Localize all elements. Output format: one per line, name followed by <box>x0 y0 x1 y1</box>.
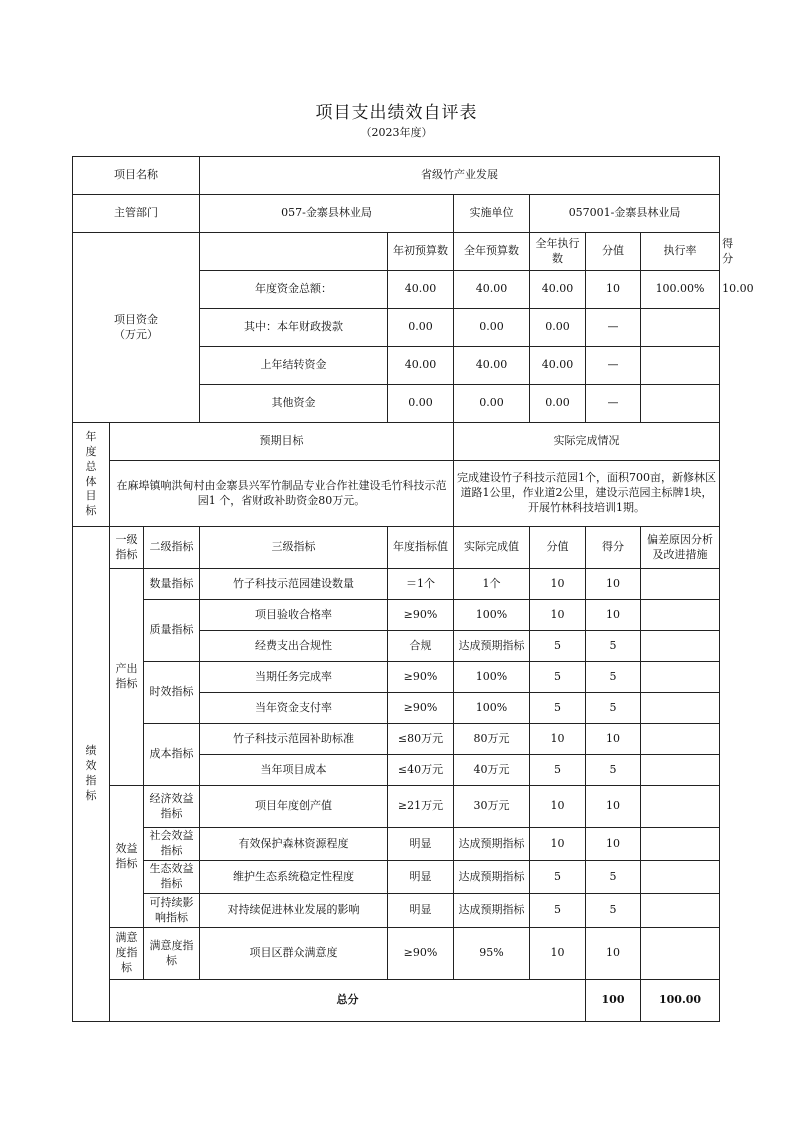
funds-row-label: 年度资金总额： <box>200 271 388 309</box>
funds-header: 全年执行数 <box>530 233 586 271</box>
total-label: 总分 <box>110 980 586 1022</box>
indicator-reason <box>641 894 720 928</box>
funds-cell: — <box>586 309 641 347</box>
indicator-actual: 100% <box>454 693 530 724</box>
expected-goal-text: 在麻埠镇响洪甸村由金寨县兴军竹制品专业合作社建设毛竹科技示范园1 个，省财政补助资金80万元。 <box>110 461 454 527</box>
indicator-name: 经费支出合规性 <box>200 631 388 662</box>
indicator-target: ≥90% <box>388 928 454 980</box>
indicator-name: 有效保护森林资源程度 <box>200 828 388 861</box>
indicator-value: 10 <box>530 569 586 600</box>
indicator-header: 分值 <box>530 527 586 569</box>
indicator-score: 5 <box>586 894 641 928</box>
indicator-reason <box>641 755 720 786</box>
funds-cell: 40.00 <box>454 347 530 385</box>
indicator-actual: 100% <box>454 662 530 693</box>
indicator-actual: 95% <box>454 928 530 980</box>
indicator-actual: 30万元 <box>454 786 530 828</box>
unit-label: 实施单位 <box>454 195 530 233</box>
indicator-header: 得分 <box>586 527 641 569</box>
group-benefit: 效益 指标 <box>110 786 144 928</box>
funds-cell: 0.00 <box>454 309 530 347</box>
self-evaluation-table <box>72 156 754 1022</box>
indicator-actual: 达成预期指标 <box>454 631 530 662</box>
dept-value: 057-金寨县林业局 <box>200 195 454 233</box>
funds-cell: 40.00 <box>388 347 454 385</box>
indicator-value: 10 <box>530 928 586 980</box>
indicator-value: 5 <box>530 861 586 894</box>
funds-cell: 0.00 <box>530 309 586 347</box>
subgroup-sustainable: 可持续影 响指标 <box>144 894 200 928</box>
indicator-target: ≥90% <box>388 662 454 693</box>
indicator-target: ≥90% <box>388 600 454 631</box>
indicator-name: 项目年度创产值 <box>200 786 388 828</box>
funds-header-row: 项目资金 （万元） 年初预算数 全年预算数 全年执行数 分值 执行率 得分 <box>73 233 720 271</box>
funds-cell: 0.00 <box>388 385 454 423</box>
indicator-name: 对持续促进林业发展的影响 <box>200 894 388 928</box>
funds-header-blank <box>200 233 388 271</box>
total-score: 100.00 <box>641 980 720 1022</box>
indicator-reason <box>641 631 720 662</box>
funds-header: 年初预算数 <box>388 233 454 271</box>
group-satisfaction: 满意 度指 标 <box>110 928 144 980</box>
indicator-row <box>73 928 720 980</box>
goals-text-row <box>73 461 720 527</box>
indicator-score: 5 <box>586 755 641 786</box>
indicator-score: 10 <box>586 828 641 861</box>
goals-header-row <box>73 423 720 461</box>
indicator-name: 当年资金支付率 <box>200 693 388 724</box>
funds-cell: 0.00 <box>388 309 454 347</box>
indicator-value: 10 <box>530 828 586 861</box>
indicator-score: 5 <box>586 693 641 724</box>
subgroup-ecological: 生态效益 指标 <box>144 861 200 894</box>
indicator-name: 项目区群众满意度 <box>200 928 388 980</box>
subgroup-quantity: 数量指标 <box>144 569 200 600</box>
indicator-target: ≥90% <box>388 693 454 724</box>
project-name-row <box>73 157 720 195</box>
indicator-target: ＝1个 <box>388 569 454 600</box>
indicator-header: 一级 指标 <box>110 527 144 569</box>
funds-cell <box>641 347 720 385</box>
funds-label: 项目资金 （万元） <box>73 233 200 423</box>
indicator-target: 合规 <box>388 631 454 662</box>
indicator-name: 竹子科技示范园补助标准 <box>200 724 388 755</box>
indicator-name: 竹子科技示范园建设数量 <box>200 569 388 600</box>
funds-row-label: 其他资金 <box>200 385 388 423</box>
total-value: 100 <box>586 980 641 1022</box>
indicator-actual: 100% <box>454 600 530 631</box>
indicator-reason <box>641 861 720 894</box>
dept-label: 主管部门 <box>73 195 200 233</box>
subgroup-social: 社会效益 指标 <box>144 828 200 861</box>
indicator-row <box>73 894 720 928</box>
indicator-score: 10 <box>586 928 641 980</box>
funds-cell: 100.00% <box>641 271 720 309</box>
funds-cell <box>641 309 720 347</box>
indicator-actual: 40万元 <box>454 755 530 786</box>
project-name-value: 省级竹产业发展 <box>200 157 720 195</box>
indicator-row <box>73 724 720 755</box>
indicator-name: 项目验收合格率 <box>200 600 388 631</box>
indicator-target: ≥21万元 <box>388 786 454 828</box>
indicator-target: 明显 <box>388 861 454 894</box>
indicator-score: 10 <box>586 786 641 828</box>
indicator-name: 当期任务完成率 <box>200 662 388 693</box>
indicator-row <box>73 786 720 828</box>
indicator-reason <box>641 662 720 693</box>
indicator-name: 当年项目成本 <box>200 755 388 786</box>
indicator-actual: 1个 <box>454 569 530 600</box>
indicator-header: 年度指标值 <box>388 527 454 569</box>
subgroup-quality: 质量指标 <box>144 600 200 662</box>
funds-row-label: 其中：本年财政拨款 <box>200 309 388 347</box>
indicator-name: 维护生态系统稳定性程度 <box>200 861 388 894</box>
indicator-reason <box>641 600 720 631</box>
expected-goal-header: 预期目标 <box>110 423 454 461</box>
indicator-row <box>73 569 720 600</box>
page-subtitle: （2023年度） <box>360 126 433 139</box>
group-output: 产出 指标 <box>110 569 144 786</box>
indicator-value: 10 <box>530 786 586 828</box>
funds-cell: — <box>586 347 641 385</box>
indicator-reason <box>641 693 720 724</box>
funds-cell <box>641 385 720 423</box>
subgroup-satisfaction: 满意度指 标 <box>144 928 200 980</box>
indicator-value: 5 <box>530 894 586 928</box>
actual-completion-header: 实际完成情况 <box>454 423 720 461</box>
funds-row: 年度资金总额： 40.00 40.00 40.00 10 100.00% 10.00 <box>73 271 720 309</box>
indicator-target: ≤40万元 <box>388 755 454 786</box>
funds-header: 全年预算数 <box>454 233 530 271</box>
subgroup-cost: 成本指标 <box>144 724 200 786</box>
funds-cell: 40.00 <box>388 271 454 309</box>
subgroup-timeliness: 时效指标 <box>144 662 200 724</box>
indicator-value: 5 <box>530 755 586 786</box>
indicator-reason <box>641 569 720 600</box>
indicator-score: 5 <box>586 861 641 894</box>
subgroup-economic: 经济效益 指标 <box>144 786 200 828</box>
indicator-target: 明显 <box>388 828 454 861</box>
funds-cell: 0.00 <box>454 385 530 423</box>
indicator-header: 偏差原因分析 及改进措施 <box>641 527 720 569</box>
project-name-label: 项目名称 <box>73 157 200 195</box>
funds-header: 执行率 <box>641 233 720 271</box>
indicator-value: 5 <box>530 693 586 724</box>
indicator-actual: 达成预期指标 <box>454 828 530 861</box>
indicator-score: 10 <box>586 600 641 631</box>
department-row <box>73 195 720 233</box>
total-row <box>73 980 720 1022</box>
funds-cell: 10 <box>586 271 641 309</box>
funds-cell: 0.00 <box>530 385 586 423</box>
funds-cell: — <box>586 385 641 423</box>
page-title: 项目支出绩效自评表 <box>315 103 478 123</box>
indicator-value: 10 <box>530 724 586 755</box>
indicator-value: 10 <box>530 600 586 631</box>
indicator-actual: 达成预期指标 <box>454 894 530 928</box>
indicator-reason <box>641 786 720 828</box>
indicator-target: ≤80万元 <box>388 724 454 755</box>
indicator-score: 5 <box>586 662 641 693</box>
funds-cell: 40.00 <box>530 347 586 385</box>
funds-row-label: 上年结转资金 <box>200 347 388 385</box>
indicator-score: 10 <box>586 569 641 600</box>
indicator-reason <box>641 724 720 755</box>
funds-cell: 40.00 <box>454 271 530 309</box>
indicator-reason <box>641 828 720 861</box>
funds-cell: 40.00 <box>530 271 586 309</box>
indicator-actual: 80万元 <box>454 724 530 755</box>
indicator-row <box>73 861 720 894</box>
unit-value: 057001-金寨县林业局 <box>530 195 720 233</box>
indicator-value: 5 <box>530 631 586 662</box>
indicator-score: 5 <box>586 631 641 662</box>
indicator-value: 5 <box>530 662 586 693</box>
indicator-target: 明显 <box>388 894 454 928</box>
indicator-row <box>73 662 720 693</box>
indicators-side-label: 绩 效 指 标 <box>73 527 110 1022</box>
indicator-header: 三级指标 <box>200 527 388 569</box>
indicator-row <box>73 600 720 631</box>
indicator-reason <box>641 928 720 980</box>
indicator-score: 10 <box>586 724 641 755</box>
indicator-header: 实际完成值 <box>454 527 530 569</box>
actual-completion-text: 完成建设竹子科技示范园1个，面积700亩，新修林区道路1公里，作业道2公里，建设示范园主标牌1块，开展竹林科技培训1期。 <box>454 461 720 527</box>
indicator-actual: 达成预期指标 <box>454 861 530 894</box>
indicator-row <box>73 828 720 861</box>
goals-side-label: 年 度 总 体 目 标 <box>73 423 110 527</box>
funds-header: 分值 <box>586 233 641 271</box>
indicator-header: 二级指标 <box>144 527 200 569</box>
indicator-header-row <box>73 527 720 569</box>
